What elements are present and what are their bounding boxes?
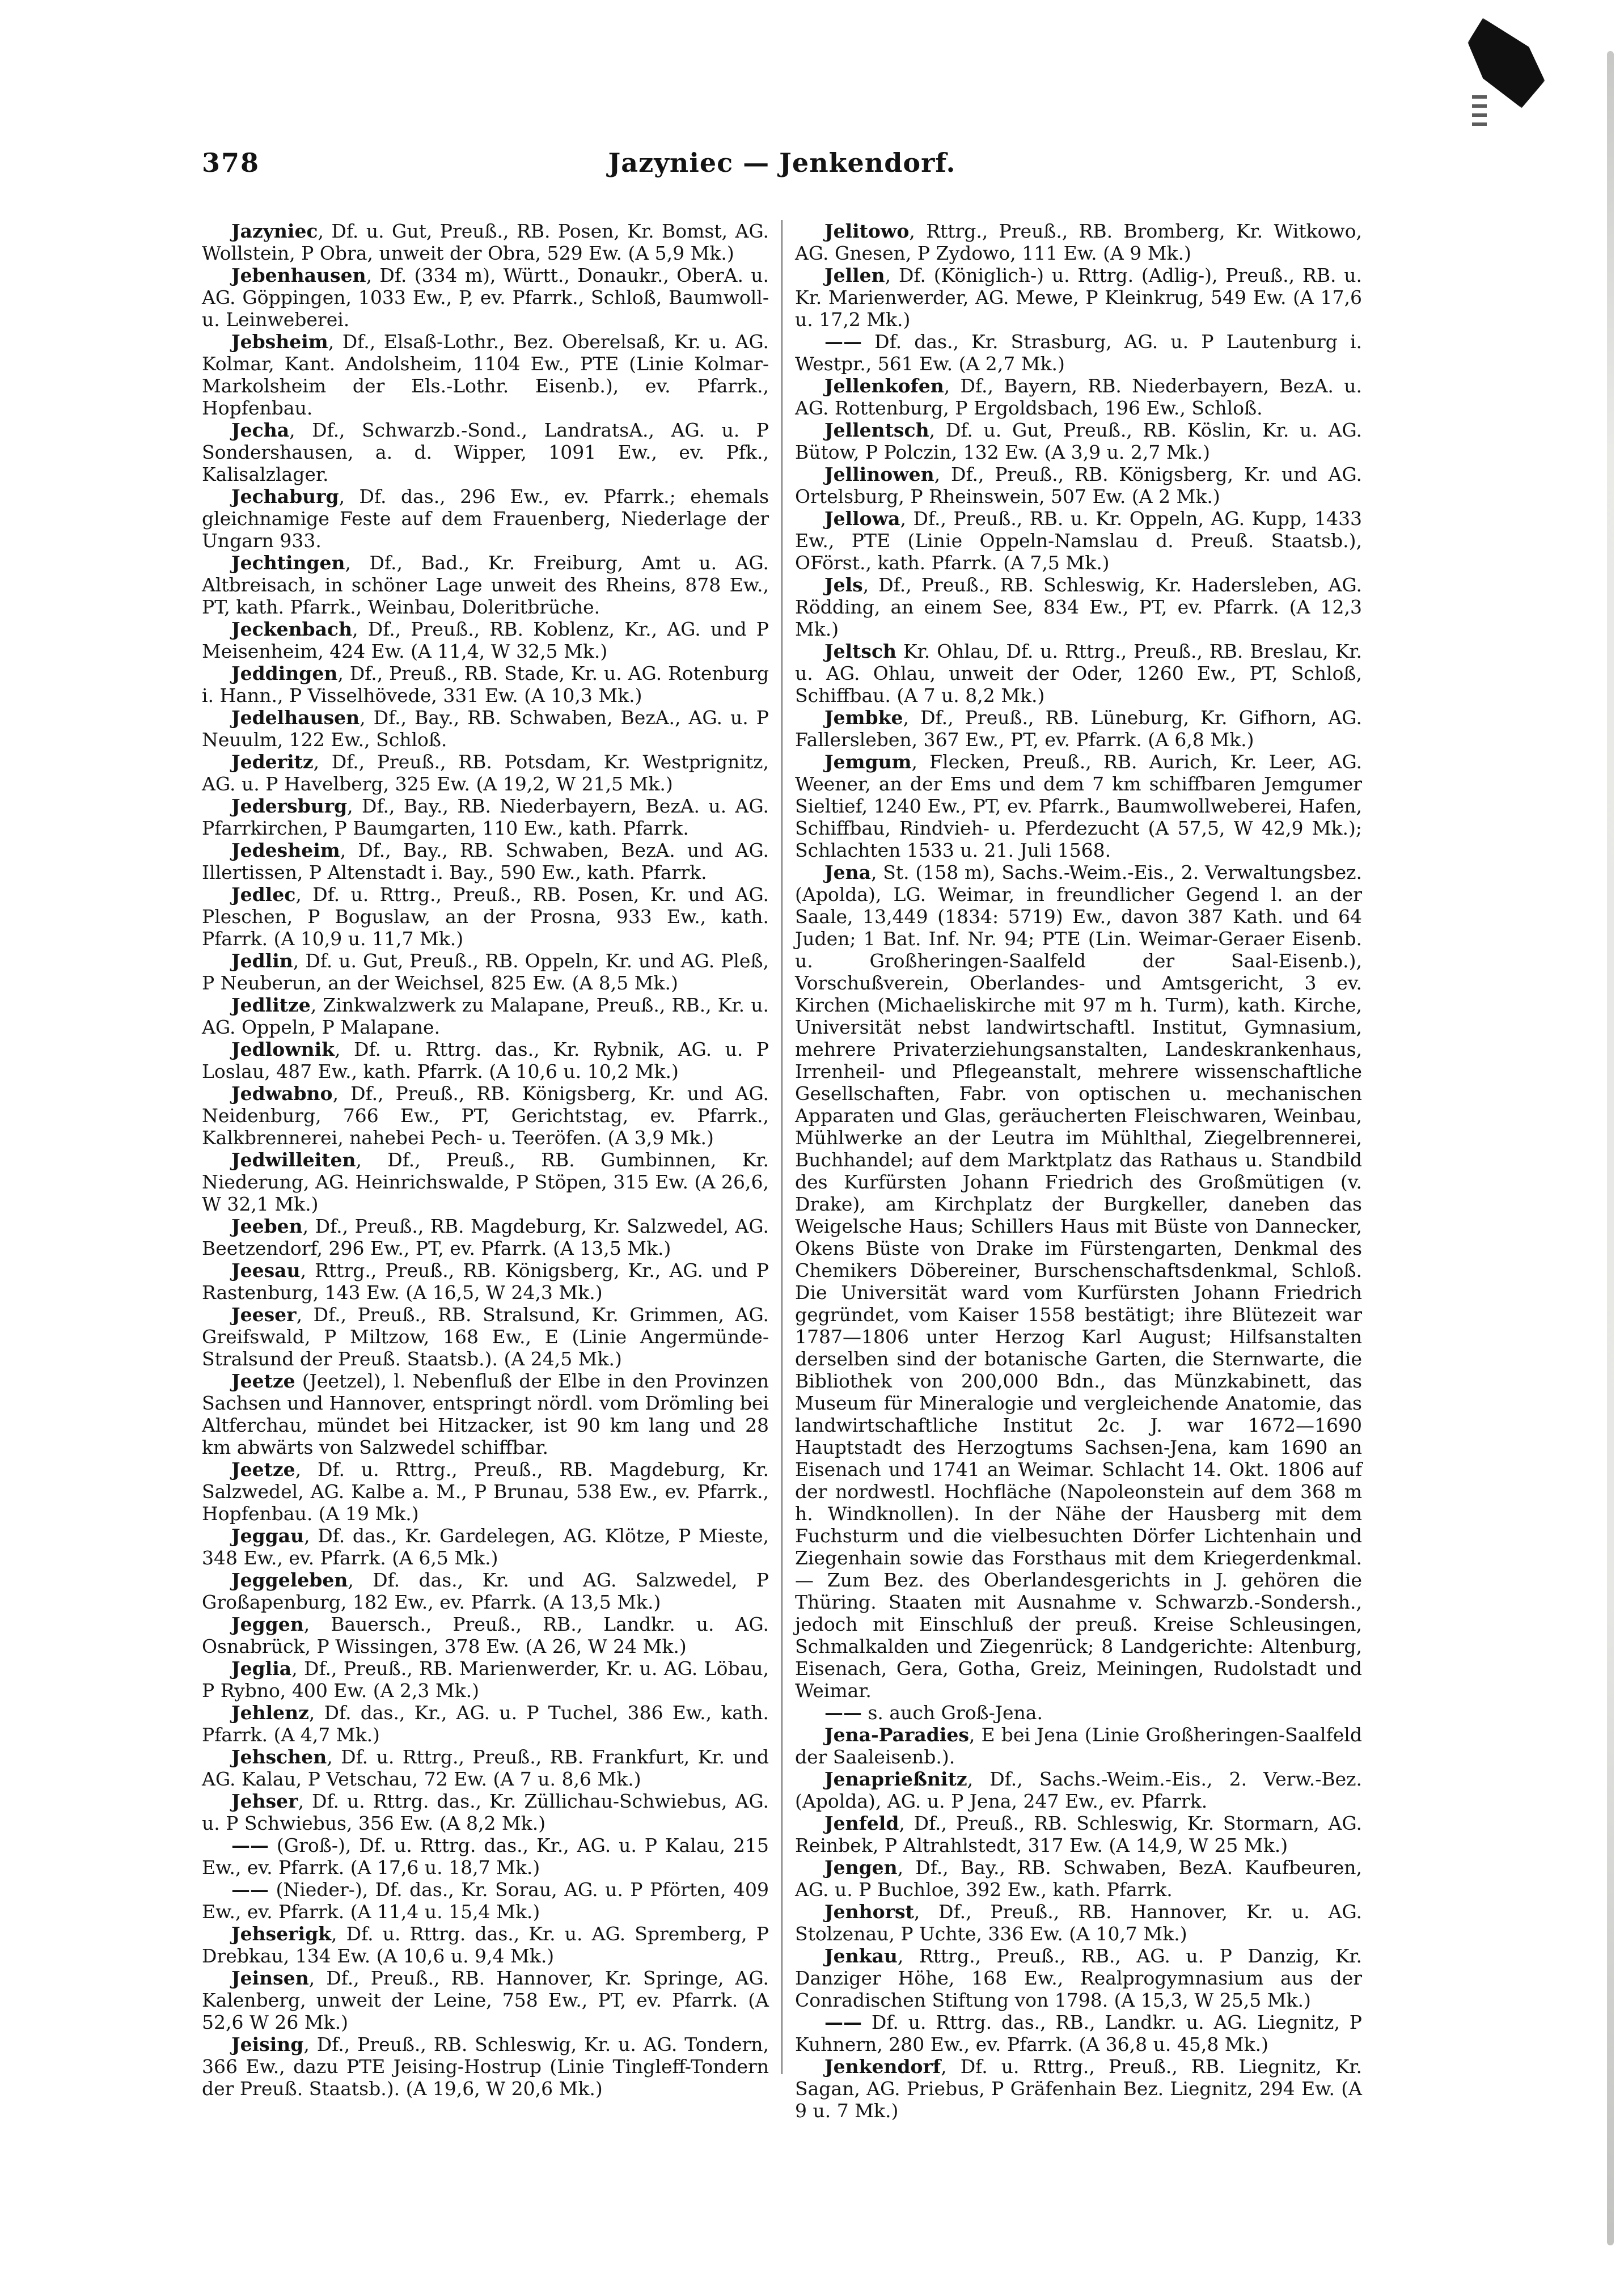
entry-headword: Jemgum [824,751,912,773]
entry-headword: Jenfeld [824,1812,899,1834]
column-divider-rule [781,220,783,2074]
entry-headword: Jecha [231,419,290,441]
gazetteer-entry [795,463,1362,507]
entry-text: , Rttrg., Preuß., RB. Bromberg, Kr. Witkowo, AG. Gnesen, P Zydowo, 111 Ew. (A 9 Mk.) [795,220,1362,264]
entry-headword: Jeglia [231,1657,292,1679]
gazetteer-entry [795,706,1362,751]
entry-text: , Df., Bay., RB. Niederbayern, BezA. u. AG. Pfarrkirchen, P Baumgarten, 110 Ew., kath. Pfarrk. [202,795,769,839]
entry-text: , Df. das., Kr. Gardelegen, AG. Klötze, P Mieste, 348 Ew., ev. Pfarrk. (A 6,5 Mk.) [202,1525,769,1569]
scan-speckle-artifact [1472,95,1487,129]
entry-text: , Df., Bay., RB. Schwaben, BezA., AG. u. P Neuulm, 122 Ew., Schloß. [202,706,769,751]
entry-text: , Df., Preuß., RB. Königsberg, Kr. und AG. Ortelsburg, P Rheinswein, 507 Ew. (A 2 Mk.) [795,463,1362,507]
gazetteer-entry [202,1702,769,1746]
gazetteer-entry [202,1569,769,1613]
entry-text: , E bei Jena (Linie Großheringen-Saalfeld der Saaleisenb.). [795,1724,1362,1768]
entry-text: , Df., Preuß., RB. Magdeburg, Kr. Salzwedel, AG. Beetzendorf, 296 Ew., PT, ev. Pfarrk. (A 13,5 Mk.) [202,1215,769,1259]
gazetteer-entry [795,1901,1362,1945]
gazetteer-entry [202,1967,769,2033]
entry-text: , Df. u. Rttrg. das., Kr. Rybnik, AG. u. P Loslau, 487 Ew., kath. Pfarrk. (A 10,6 u. 10,2 Mk.) [202,1038,769,1082]
entry-text: , Df., Bad., Kr. Freiburg, Amt u. AG. Altbreisach, in schöner Lage unweit des Rheins, 878 Ew., PT, kath. Pfarrk., Weinbau, Doleritbrüche. [202,552,769,618]
gazetteer-entry [202,1746,769,1790]
gazetteer-entry [795,331,1362,375]
entry-text: , Df., Preuß., RB. Lüneburg, Kr. Gifhorn, AG. Fallersleben, 367 Ew., PT, ev. Pfarrk. (A 6,8 Mk.) [795,706,1362,751]
gazetteer-entry [795,375,1362,419]
gazetteer-entry [202,839,769,883]
entry-text: , Df., Preuß., RB. Schleswig, Kr. Stormarn, AG. Reinbek, P Altrahlstedt, 317 Ew. (A 14,9, W 25 Mk.) [795,1812,1362,1856]
entry-text: , Df., Sachs.-Weim.-Eis., 2. Verw.-Bez. (Apolda), AG. u. P Jena, 247 Ew., ev. Pfarrk. [795,1768,1362,1812]
gazetteer-entry [202,618,769,662]
entry-text: , Df. (334 m), Württ., Donaukr., OberA. u. AG. Göppingen, 1033 Ew., P, ev. Pfarrk., Schloß, Baumwoll- u. Leinweberei. [202,264,769,331]
gazetteer-entry [795,1768,1362,1812]
gazetteer-entry [795,861,1362,1702]
entry-headword: Jelitowo [824,220,910,242]
gazetteer-entry [795,1945,1362,2011]
entry-text: , Df. u. Rttrg. das., Kr. Züllichau-Schwiebus, AG. u. P Schwiebus, 356 Ew. (A 8,2 Mk.) [202,1790,769,1834]
entry-text: Df. u. Rttrg. das., RB., Landkr. u. AG. Liegnitz, P Kuhnern, 280 Ew., ev. Pfarrk. (A 36,8 u. 45,8 Mk.) [795,2011,1362,2055]
entry-headword: Jehser [231,1790,298,1812]
entry-headword: Jengen [824,1856,898,1879]
gazetteer-entry [202,994,769,1038]
entry-text: , Df. (Königlich-) u. Rttrg. (Adlig-), Preuß., RB. u. Kr. Marienwerder, AG. Mewe, P Kleinkrug, 549 Ew. (A 17,6 u. 17,2 Mk.) [795,264,1362,331]
gazetteer-entry [202,795,769,839]
entry-headword: Jena [824,861,871,883]
entry-text: , Df. u. Gut, Preuß., RB. Posen, Kr. Bomst, AG. Wollstein, P Obra, unweit der Obra, 529 Ew. (A 5,9 Mk.) [202,220,769,264]
entry-headword: Jechaburg [231,485,339,507]
gazetteer-entry [202,751,769,795]
entry-text: , Df., Preuß., RB. Stralsund, Kr. Grimmen, AG. Greifswald, P Miltzow, 168 Ew., E (Linie Angermünde-Stralsund der Preuß. Staatsb.). (A 24,5 Mk.) [202,1304,769,1370]
gazetteer-entry [202,1458,769,1525]
entry-headword: Jeltsch [824,640,897,662]
entry-text: , Df., Preuß., RB. Schleswig, Kr. Hadersleben, AG. Rödding, an einem See, 834 Ew., PT, ev. Pfarrk. (A 12,3 Mk.) [795,574,1362,640]
entry-headword: Jels [824,574,863,596]
entry-text: , Df. u. Rttrg. das., Kr. u. AG. Spremberg, P Drebkau, 134 Ew. (A 10,6 u. 9,4 Mk.) [202,1923,769,1967]
entry-headword: Jenkendorf [824,2055,941,2078]
entry-text: , Df., Bayern, RB. Niederbayern, BezA. u. AG. Rottenburg, P Ergoldsbach, 196 Ew., Schloß. [795,375,1362,419]
gazetteer-entry [795,419,1362,463]
gazetteer-entry [202,331,769,419]
entry-headword: Jazyniec [231,220,318,242]
entry-headword: Jedesheim [231,839,340,861]
entry-headword: Jeeben [231,1215,303,1237]
gazetteer-entry [795,1856,1362,1901]
entry-text: , Rttrg., Preuß., RB., AG. u. P Danzig, Kr. Danziger Höhe, 168 Ew., Realprogymnasium aus der Conradischen Stiftung von 1798. (A 15,3, W 25,5 Mk.) [795,1945,1362,2011]
gazetteer-entry [202,552,769,618]
gazetteer-entry [202,1879,769,1923]
entry-headword: Jeinsen [231,1967,309,1989]
gazetteer-entry [202,1304,769,1370]
entry-headword: —— [824,2011,862,2033]
entry-text: , Df., Elsaß-Lothr., Bez. Oberelsaß, Kr. u. AG. Kolmar, Kant. Andolsheim, 1104 Ew., PTE (Linie Kolmar-Markolsheim der Els.-Lothr. Eisenb.), ev. Pfarrk., Hopfenbau. [202,331,769,419]
column-left [202,220,769,2100]
entry-text: (Jeetzel), l. Nebenfluß der Elbe in den Provinzen Sachsen und Hannover, entspringt nördl. vom Drömling bei Altferchau, mündet bei Hitzacker, ist 90 km lang und 28 km abwärts von Salzwedel schiffbar. [202,1370,769,1458]
gazetteer-entry [202,1525,769,1569]
gazetteer-entry [202,706,769,751]
entry-text: , Bauersch., Preuß., RB., Landkr. u. AG. Osnabrück, P Wissingen, 378 Ew. (A 26, W 24 Mk.) [202,1613,769,1657]
entry-text: s. auch Groß-Jena. [862,1702,1043,1724]
entry-text: , Df., Preuß., RB. Potsdam, Kr. Westprignitz, AG. u. P Havelberg, 325 Ew. (A 19,2, W 21,5 Mk.) [202,751,769,795]
entry-text: , Df., Preuß., RB. Schleswig, Kr. u. AG. Tondern, 366 Ew., dazu PTE Jeising-Hostrup (Linie Tingleff-Tondern der Preuß. Staatsb.). (A 19,6, W 20,6 Mk.) [202,2033,769,2100]
entry-headword: Jembke [824,706,903,729]
gazetteer-entry [795,574,1362,640]
gazetteer-entry [202,264,769,331]
gazetteer-entry [202,1149,769,1215]
entry-headword: Jellenkofen [824,375,944,397]
entry-headword: Jenhorst [824,1901,914,1923]
gazetteer-entry [795,2011,1362,2055]
entry-text: , Df., Preuß., RB. Gumbinnen, Kr. Niederung, AG. Heinrichswalde, P Stöpen, 315 Ew. (A 26,6, W 32,1 Mk.) [202,1149,769,1215]
gazetteer-entry [202,1613,769,1657]
gazetteer-entry [202,1923,769,1967]
entry-text: , Df., Preuß., RB. Stade, Kr. u. AG. Rotenburg i. Hann., P Visselhövede, 331 Ew. (A 10,3 Mk.) [202,662,769,706]
entry-text: , Df. u. Rttrg., Preuß., RB. Frankfurt, Kr. und AG. Kalau, P Vetschau, 72 Ew. (A 7 u. 8,6 Mk.) [202,1746,769,1790]
entry-headword: Jeesau [231,1259,301,1281]
entry-text: , Df. u. Rttrg., Preuß., RB. Posen, Kr. und AG. Pleschen, P Boguslaw, an der Prosna, 933 Ew., kath. Pfarrk. (A 10,9 u. 11,7 Mk.) [202,883,769,950]
entry-text: (Groß-), Df. u. Rttrg. das., Kr., AG. u. P Kalau, 215 Ew., ev. Pfarrk. (A 17,6 u. 18,7 Mk.) [202,1834,769,1879]
gazetteer-entry [202,1259,769,1304]
scan-edge-artifact [1607,51,1614,2245]
gazetteer-entry [202,1657,769,1702]
gazetteer-entry [795,1724,1362,1768]
entry-text: , Df., Preuß., RB. Koblenz, Kr., AG. und P Meisenheim, 424 Ew. (A 11,4, W 32,5 Mk.) [202,618,769,662]
entry-headword: Jebsheim [231,331,328,353]
entry-headword: Jeddingen [231,662,338,684]
entry-headword: Jeggeleben [231,1569,348,1591]
entry-text: , St. (158 m), Sachs.-Weim.-Eis., 2. Verwaltungsbez. (Apolda), LG. Weimar, in freundlicher Gegend l. an der Saale, 13,449 (1834: 5719) Ew., davon 387 Kath. und 64 Juden; 1 Bat. Inf. Nr. 94; PTE (Lin. Weimar-Geraer Eisenb. u. Großheringen-Saalfeld der Saal-Eisenb.), Vorschußverein, Oberlandes- und Amtsgericht, 3 ev. Kirchen (Michaeliskirche mit 97 m h. Turm), kath. Kirche, Universität nebst landwirtschaftl. Institut, Gymnasium, mehrere Privaterziehungsanstalten, Landeskrankenhaus, Irrenheil- und Pflegeanstalt, mehrere wissenschaftliche Gesellschaften, Fabr. von optischen u. mechanischen Apparaten und Glas, geräucherten Fleischwaren, Weinbau, Mühlwerke an der Leutra im Mühlthal, Ziegelbrennerei, Buchhandel; auf dem Marktplatz das Rathaus u. Standbild des Kurfürsten Johann Friedrich des Großmütigen (v. Drake), am Kirchplatz der Burgkeller, daneben das Weigelsche Haus; Schillers Haus mit Büste von Dannecker, Okens Büste von Drake im Fürstengarten, Denkmal des Chemikers Döbereiner, Burschenschaftsdenkmal, Schloß. Die Universität ward vom Kurfürsten Johann Friedrich gegründet, vom Kaiser 1558 bestätigt; ihre Blütezeit war 1787—1806 unter Herzog Karl August; Hilfsanstalten derselben sind der botanische Garten, die Sternwarte, die Bibliothek von 200,000 Bdn., das Münzkabinett, das Museum für Mineralogie und vergleichende Anatomie, das landwirtschaftliche Institut 2c. J. war 1672—1690 Hauptstadt des Herzogtums Sachsen-Jena, kam 1690 an Eisenach und 1741 an Weimar. Schlacht 14. Okt. 1806 auf der nordwestl. Hochfläche (Napoleonstein auf dem 368 m h. Windknollen). In der Nähe der Hausberg mit dem Fuchsturm und die vielbesuchten Dörfer Lichtenhain und Ziegenhain sowie das Forsthaus mit dem Kriegerdenkmal. — Zum Bez. des Oberlandesgerichts in J. gehören die Thüring. Staaten mit Ausnahme v. Schwarzb.-Sondersh., jedoch mit Einschluß der preuß. Kreise Schleusingen, Schmalkalden und Ziegenrück; 8 Landgerichte: Altenburg, Eisenach, Gera, Gotha, Greiz, Meiningen, Rudolstadt und Weimar. [795,861,1362,1702]
entry-headword: Jedelhausen [231,706,360,729]
gazetteer-entry [202,1215,769,1259]
gazetteer-entry [202,1082,769,1149]
gazetteer-entry [202,220,769,264]
entry-text: , Df. u. Rttrg., Preuß., RB. Magdeburg, Kr. Salzwedel, AG. Kalbe a. M., P Brunau, 538 Ew., ev. Pfarrk., Hopfenbau. (A 19 Mk.) [202,1458,769,1525]
entry-headword: Jeckenbach [231,618,353,640]
entry-text: Df. das., Kr. Strasburg, AG. u. P Lautenburg i. Westpr., 561 Ew. (A 2,7 Mk.) [795,331,1362,375]
gazetteer-entry [202,1370,769,1458]
entry-text: , Df. u. Gut, Preuß., RB. Köslin, Kr. u. AG. Bütow, P Polczin, 132 Ew. (A 3,9 u. 2,7 Mk.) [795,419,1362,463]
entry-headword: Jedlitze [231,994,311,1016]
entry-text: , Df., Preuß., RB. Hannover, Kr. Springe, AG. Kalenberg, unweit der Leine, 758 Ew., PT, ev. Pfarrk. (A 52,6 W 26 Mk.) [202,1967,769,2033]
entry-headword: Jedwilleiten [231,1149,356,1171]
entry-headword: Jebenhausen [231,264,366,286]
entry-headword: Jenkau [824,1945,898,1967]
entry-headword: Jeggen [231,1613,304,1635]
running-head [202,143,1362,183]
gazetteer-entry [795,1812,1362,1856]
gazetteer-entry [795,1702,1362,1724]
entry-headword: —— [231,1879,269,1901]
entry-headword: Jeetze [231,1370,295,1392]
entry-text: , Df., Schwarzb.-Sond., LandratsA., AG. u. P Sondershausen, a. d. Wipper, 1091 Ew., ev. Pfk., Kalisalzlager. [202,419,769,485]
gazetteer-entry [202,883,769,950]
entry-text: , Df., Bay., RB. Schwaben, BezA. und AG. Illertissen, P Altenstadt i. Bay., 590 Ew., kath. Pfarrk. [202,839,769,883]
gazetteer-entry [795,220,1362,264]
entry-text: , Df., Preuß., RB. Marienwerder, Kr. u. AG. Löbau, P Rybno, 400 Ew. (A 2,3 Mk.) [202,1657,769,1702]
entry-headword: Jellinowen [824,463,934,485]
gazetteer-entry [795,640,1362,706]
gazetteer-entry [795,751,1362,861]
entry-text: Kr. Ohlau, Df. u. Rttrg., Preuß., RB. Breslau, Kr. u. AG. Ohlau, unweit der Oder, 1260 Ew., PT, Schloß, Schiffbau. (A 7 u. 8,2 Mk.) [795,640,1362,706]
entry-headword: Jellowa [824,507,900,530]
entry-headword: Jehschen [231,1746,327,1768]
entry-text: , Df. das., Kr., AG. u. P Tuchel, 386 Ew., kath. Pfarrk. (A 4,7 Mk.) [202,1702,769,1746]
entry-headword: Jederitz [231,751,314,773]
entry-headword: Jedlownik [231,1038,335,1060]
gazetteer-entry [202,1038,769,1082]
entry-text: , Df. u. Rttrg., Preuß., RB. Liegnitz, Kr. Sagan, AG. Priebus, P Gräfenhain Bez. Liegnitz, 294 Ew. (A 9 u. 7 Mk.) [795,2055,1362,2122]
entry-headword: Jeising [231,2033,304,2055]
gazetteer-entry [202,950,769,994]
gazetteer-entry [202,419,769,485]
entry-text: (Nieder-), Df. das., Kr. Sorau, AG. u. P Pförten, 409 Ew., ev. Pfarrk. (A 11,4 u. 15,4 Mk.) [202,1879,769,1923]
entry-headword: Jehserigk [231,1923,332,1945]
entry-headword: Jenaprießnitz [824,1768,967,1790]
entry-headword: —— [231,1834,269,1856]
entry-headword: Jeggau [231,1525,304,1547]
page-number: 378 [202,147,260,178]
entry-headword: Jedlec [231,883,296,906]
entry-text: , Rttrg., Preuß., RB. Königsberg, Kr., AG. und P Rastenburg, 143 Ew. (A 16,5, W 24,3 Mk.) [202,1259,769,1304]
gazetteer-entry [202,1790,769,1834]
entry-text: , Zinkwalzwerk zu Malapane, Preuß., RB., Kr. u. AG. Oppeln, P Malapane. [202,994,769,1038]
entry-headword: Jedlin [231,950,293,972]
gazetteer-entry [202,485,769,552]
entry-headword: Jeeser [231,1304,297,1326]
entry-text: , Df. das., 296 Ew., ev. Pfarrk.; ehemals gleichnamige Feste auf dem Frauenberg, Niederlage der Ungarn 933. [202,485,769,552]
column-right [795,220,1362,2122]
entry-headword: —— [824,1702,862,1724]
entry-text: , Df., Preuß., RB. Königsberg, Kr. und AG. Neidenburg, 766 Ew., PT, Gerichtstag, ev. Pfarrk., Kalkbrennerei, nahebei Pech- u. Teeröfen. (A 3,9 Mk.) [202,1082,769,1149]
entry-text: , Flecken, Preuß., RB. Aurich, Kr. Leer, AG. Weener, an der Ems und dem 7 km schiffbaren Jemgumer Sieltief, 1240 Ew., PT, ev. Pfarrk., Baumwollweberei, Hafen, Schiffbau, Rindvieh- u. Pferdezucht (A 57,5, W 42,9 Mk.); Schlachten 1533 u. 21. Juli 1568. [795,751,1362,861]
scan-ink-blot-artifact [1454,16,1558,112]
entry-text: , Df. das., Kr. und AG. Salzwedel, P Großapenburg, 182 Ew., ev. Pfarrk. (A 13,5 Mk.) [202,1569,769,1613]
gazetteer-entry [202,1834,769,1879]
entry-headword: Jehlenz [231,1702,309,1724]
entry-headword: Jedwabno [231,1082,333,1105]
gazetteer-entry [202,662,769,706]
entry-headword: Jellen [824,264,885,286]
gazetteer-entry [795,507,1362,574]
running-title: Jazyniec — Jenkendorf. [608,147,956,178]
entry-text: , Df., Preuß., RB. u. Kr. Oppeln, AG. Kupp, 1433 Ew., PTE (Linie Oppeln-Namslau d. Preuß. Staatsb.), OFörst., kath. Pfarrk. (A 7,5 Mk.) [795,507,1362,574]
entry-headword: Jellentsch [824,419,929,441]
entry-text: , Df. u. Gut, Preuß., RB. Oppeln, Kr. und AG. Pleß, P Neuberun, an der Weichsel, 825 Ew. (A 8,5 Mk.) [202,950,769,994]
entry-headword: Jedersburg [231,795,348,817]
entry-text: , Df., Bay., RB. Schwaben, BezA. Kaufbeuren, AG. u. P Buchloe, 392 Ew., kath. Pfarrk. [795,1856,1362,1901]
entry-text: , Df., Preuß., RB. Hannover, Kr. u. AG. Stolzenau, P Uchte, 336 Ew. (A 10,7 Mk.) [795,1901,1362,1945]
gazetteer-entry [795,264,1362,331]
entry-headword: Jeetze [231,1458,295,1480]
gazetteer-entry [795,2055,1362,2122]
entry-headword: Jechtingen [231,552,345,574]
entry-headword: Jena-Paradies [824,1724,969,1746]
gazetteer-entry [202,2033,769,2100]
entry-headword: —— [824,331,862,353]
